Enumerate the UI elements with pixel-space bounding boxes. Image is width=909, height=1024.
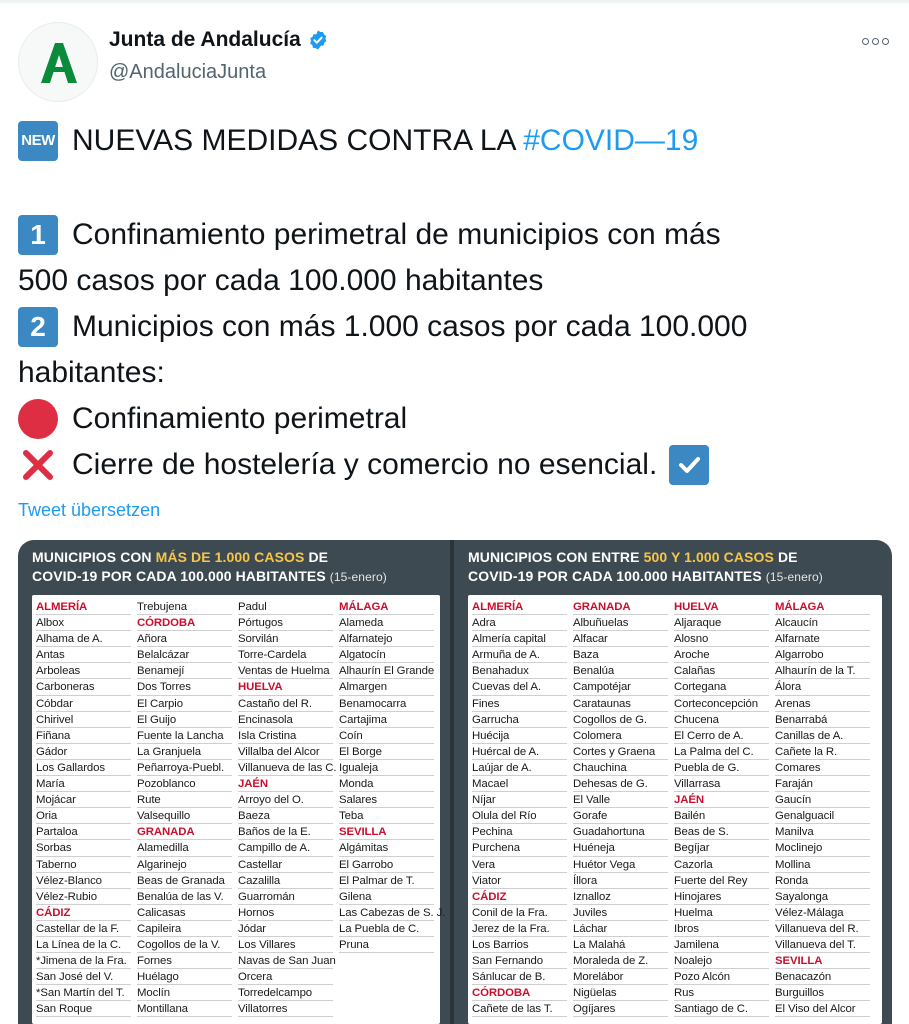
municipality-item: Noalejo	[674, 953, 769, 969]
municipality-item: Fornes	[137, 953, 232, 969]
municipality-item: Navas de San Juan	[238, 953, 333, 969]
municipality-item: Benamocarra	[339, 696, 434, 712]
province-header: HUELVA	[238, 679, 333, 695]
municipality-item: Rute	[137, 792, 232, 808]
new-emoji-icon: NEW	[18, 121, 58, 161]
tweet-measure-2: Municipios con más 1.000 casos por cada 100.000	[72, 310, 748, 343]
province-header: JAÉN	[674, 792, 769, 808]
tweet-headline: NUEVAS MEDIDAS CONTRA LA	[72, 124, 524, 157]
municipality-column	[36, 599, 137, 1024]
municipality-item: Huércal de A.	[472, 744, 567, 760]
municipality-item: Carboneras	[36, 679, 131, 695]
province-header: CÁDIZ	[36, 905, 131, 921]
municipality-item: Fuerte del Rey	[674, 873, 769, 889]
municipality-item: Castellar	[238, 857, 333, 873]
cross-mark-icon	[18, 445, 58, 485]
municipality-item: Pechina	[472, 824, 567, 840]
municipality-item: La Granjuela	[137, 744, 232, 760]
municipality-item: Alameda	[339, 615, 434, 631]
municipality-item: Antas	[36, 647, 131, 663]
panel-title-left: MUNICIPIOS CON MÁS DE 1.000 CASOS DE COVID-19 POR CADA 100.000 HABITANTES (15-enero)	[32, 549, 387, 584]
municipality-item: Guadahortuna	[573, 824, 668, 840]
municipality-item: Ogíjares	[573, 1001, 668, 1017]
municipality-item: Igualeja	[339, 760, 434, 776]
municipality-item: Valsequillo	[137, 808, 232, 824]
municipality-item: Ibros	[674, 921, 769, 937]
municipality-item: Benahadux	[472, 663, 567, 679]
municipality-item: Villalba del Alcor	[238, 744, 333, 760]
municipality-column	[137, 599, 238, 1024]
tweet-line-2	[18, 212, 898, 258]
municipality-item: Cogollos de G.	[573, 712, 668, 728]
check-box-icon	[669, 445, 709, 485]
municipality-item: Santiago de C.	[674, 1001, 769, 1017]
municipality-item: Bailén	[674, 808, 769, 824]
municipality-item: Villatorres	[238, 1001, 333, 1017]
municipality-item: Las Cabezas de S. J.	[339, 905, 434, 921]
tweet-text	[18, 118, 898, 488]
tweet-line-7	[18, 442, 898, 488]
municipality-item: Manilva	[775, 824, 870, 840]
municipality-item: Albuñuelas	[573, 615, 668, 631]
municipality-item: Campotéjar	[573, 679, 668, 695]
municipality-item: Beas de S.	[674, 824, 769, 840]
municipality-item: Gorafe	[573, 808, 668, 824]
municipality-item: Álora	[775, 679, 870, 695]
panel-title-right: MUNICIPIOS CON ENTRE 500 Y 1.000 CASOS DE COVID-19 POR CADA 100.000 HABITANTES (15-enero)	[468, 549, 823, 584]
municipality-item: Hinojares	[674, 889, 769, 905]
municipality-item: Monda	[339, 776, 434, 792]
municipality-item: Chauchina	[573, 760, 668, 776]
tweet-measure-confinement: Confinamiento perimetral	[72, 402, 408, 435]
municipality-item: Huéneja	[573, 840, 668, 856]
municipality-column	[674, 599, 775, 1024]
more-options-icon[interactable]	[862, 34, 892, 48]
keycap-one-icon: 1	[18, 215, 58, 255]
municipality-item: Huelma	[674, 905, 769, 921]
municipality-item: Aroche	[674, 647, 769, 663]
panel-500-to-1000	[454, 540, 892, 1024]
province-header: CÓRDOBA	[472, 985, 567, 1001]
province-header: HUELVA	[674, 599, 769, 615]
keycap-two-icon: 2	[18, 307, 58, 347]
municipality-item: Hornos	[238, 905, 333, 921]
municipality-item: Beas de Granada	[137, 873, 232, 889]
municipality-item: Benalúa de las V.	[137, 889, 232, 905]
municipality-item: Fuente la Lancha	[137, 728, 232, 744]
top-divider	[0, 0, 909, 3]
municipality-item: El Palmar de T.	[339, 873, 434, 889]
municipality-item: Villanueva del R.	[775, 921, 870, 937]
municipality-item: Cañete de las T.	[472, 1001, 567, 1017]
municipality-item: Morelábor	[573, 969, 668, 985]
municipality-item: Jamilena	[674, 937, 769, 953]
municipality-item: María	[36, 776, 131, 792]
municipality-item: Villanueva del T.	[775, 937, 870, 953]
municipality-item: Baeza	[238, 808, 333, 824]
municipality-item: Pozoblanco	[137, 776, 232, 792]
municipality-item: La Línea de la C.	[36, 937, 131, 953]
municipality-item: San Fernando	[472, 953, 567, 969]
municipality-item: Cogollos de la V.	[137, 937, 232, 953]
verified-badge-icon	[307, 29, 329, 51]
municipality-item: El Guijo	[137, 712, 232, 728]
municipality-item: Alfarnatejo	[339, 631, 434, 647]
municipality-item: Aljaraque	[674, 615, 769, 631]
municipality-item: Iznalloz	[573, 889, 668, 905]
municipality-item: El Borge	[339, 744, 434, 760]
province-header: SEVILLA	[339, 824, 434, 840]
municipality-item: Garrucha	[472, 712, 567, 728]
province-header: GRANADA	[573, 599, 668, 615]
municipality-item: Chirivel	[36, 712, 131, 728]
municipality-item: Benalúa	[573, 663, 668, 679]
municipality-item: Teba	[339, 808, 434, 824]
province-header: MÁLAGA	[775, 599, 870, 615]
municipality-item: Jódar	[238, 921, 333, 937]
municipality-item: Salares	[339, 792, 434, 808]
municipality-item: La Puebla de C.	[339, 921, 434, 937]
municipality-item: Padul	[238, 599, 333, 615]
municipality-item: El Cerro de A.	[674, 728, 769, 744]
municipality-item: Alhaurín El Grande	[339, 663, 434, 679]
province-header: MÁLAGA	[339, 599, 434, 615]
municipality-column	[472, 599, 573, 1024]
province-header: CÓRDOBA	[137, 615, 232, 631]
municipality-item: Alhaurín de la T.	[775, 663, 870, 679]
municipality-item: Oria	[36, 808, 131, 824]
municipality-item: Almargen	[339, 679, 434, 695]
municipality-item: San José del V.	[36, 969, 131, 985]
tweet-measure-closure: Cierre de hostelería y comercio no esencial.	[72, 448, 658, 481]
municipality-item: Cazorla	[674, 857, 769, 873]
municipality-item: Baza	[573, 647, 668, 663]
province-header: CÁDIZ	[472, 889, 567, 905]
municipality-item: Purchena	[472, 840, 567, 856]
municipality-item: Huécija	[472, 728, 567, 744]
municipality-item: Níjar	[472, 792, 567, 808]
municipality-item: Jerez de la Fra.	[472, 921, 567, 937]
municipality-item: Torre-Cardela	[238, 647, 333, 663]
municipality-item: Fines	[472, 696, 567, 712]
municipality-item: Vélez-Málaga	[775, 905, 870, 921]
municipality-item: Benamejí	[137, 663, 232, 679]
tweet-line-3: 500 casos por cada 100.000 habitantes	[18, 264, 544, 297]
province-header: ALMERÍA	[36, 599, 131, 615]
municipality-item: Castaño del R.	[238, 696, 333, 712]
account-name-row	[109, 28, 329, 52]
province-header: JAÉN	[238, 776, 333, 792]
tweet-line-1	[18, 118, 898, 164]
municipality-item: Arenas	[775, 696, 870, 712]
municipality-item: Armuña de A.	[472, 647, 567, 663]
municipality-item: Orcera	[238, 969, 333, 985]
municipality-item: Peñarroya-Puebl.	[137, 760, 232, 776]
municipality-item: Dehesas de G.	[573, 776, 668, 792]
municipality-item: *Jimena de la Fra.	[36, 953, 131, 969]
translate-tweet-link[interactable]: Tweet übersetzen	[18, 500, 161, 520]
municipality-item: Campillo de A.	[238, 840, 333, 856]
municipality-item: Huétor Vega	[573, 857, 668, 873]
municipality-item: Carataunas	[573, 696, 668, 712]
municipality-item: Coín	[339, 728, 434, 744]
municipality-item: Algarrobo	[775, 647, 870, 663]
account-name[interactable]: Junta de Andalucía	[109, 28, 301, 51]
municipality-item: Los Barrios	[472, 937, 567, 953]
municipality-item: Calañas	[674, 663, 769, 679]
municipality-item: Los Gallardos	[36, 760, 131, 776]
municipality-item: Vélez-Blanco	[36, 873, 131, 889]
municipality-item: Comares	[775, 760, 870, 776]
municipality-item: Sánlucar de B.	[472, 969, 567, 985]
municipality-item: Gilena	[339, 889, 434, 905]
municipality-item: Íllora	[573, 873, 668, 889]
municipality-item: Sorbas	[36, 840, 131, 856]
municipality-item: Puebla de G.	[674, 760, 769, 776]
municipality-item: Mojácar	[36, 792, 131, 808]
municipality-item: Vera	[472, 857, 567, 873]
municipality-item: Rus	[674, 985, 769, 1001]
municipality-item: Mollina	[775, 857, 870, 873]
municipality-item: Conil de la Fra.	[472, 905, 567, 921]
municipality-item: Adra	[472, 615, 567, 631]
municipality-item: La Palma del C.	[674, 744, 769, 760]
municipality-item: Castellar de la F.	[36, 921, 131, 937]
junta-logo-icon	[19, 23, 99, 103]
municipality-item: Algarinejo	[137, 857, 232, 873]
tweet-image[interactable]	[18, 540, 892, 1024]
municipality-item: Begíjar	[674, 840, 769, 856]
municipality-item: Cóbdar	[36, 696, 131, 712]
municipality-item: Isla Cristina	[238, 728, 333, 744]
municipality-item: Nigüelas	[573, 985, 668, 1001]
municipality-item: Alamedilla	[137, 840, 232, 856]
account-avatar[interactable]	[18, 22, 98, 102]
municipality-item: Fiñana	[36, 728, 131, 744]
municipality-item: Pruna	[339, 937, 434, 953]
municipality-item: Calicasas	[137, 905, 232, 921]
municipality-item: Belalcázar	[137, 647, 232, 663]
municipality-item: Arboleas	[36, 663, 131, 679]
municipality-item: Arroyo del O.	[238, 792, 333, 808]
account-handle[interactable]: @AndaluciaJunta	[109, 61, 267, 83]
municipality-item: Capileira	[137, 921, 232, 937]
municipality-item: Almería capital	[472, 631, 567, 647]
municipality-item: Albox	[36, 615, 131, 631]
municipality-item: Vélez-Rubio	[36, 889, 131, 905]
municipality-item: Pozo Alcón	[674, 969, 769, 985]
municipality-item: Canillas de A.	[775, 728, 870, 744]
tweet-line-6	[18, 396, 898, 442]
red-circle-icon	[18, 399, 58, 439]
municipality-item: Benacazón	[775, 969, 870, 985]
tweet-line-5: habitantes:	[18, 356, 165, 389]
municipality-list-right	[468, 595, 882, 1024]
municipality-column	[339, 599, 446, 1024]
municipality-item: Cañete la R.	[775, 744, 870, 760]
municipality-item: La Malahá	[573, 937, 668, 953]
municipality-item: Láchar	[573, 921, 668, 937]
municipality-item: Cazalilla	[238, 873, 333, 889]
municipality-item: Partaloa	[36, 824, 131, 840]
province-header: SEVILLA	[775, 953, 870, 969]
municipality-item: Pórtugos	[238, 615, 333, 631]
municipality-item: Chucena	[674, 712, 769, 728]
municipality-item: Juviles	[573, 905, 668, 921]
municipality-item: Sorvilán	[238, 631, 333, 647]
municipality-item: Alfarnate	[775, 631, 870, 647]
municipality-item: Villanueva de las C.	[238, 760, 333, 776]
municipality-item: Cortes y Graena	[573, 744, 668, 760]
municipality-item: Viator	[472, 873, 567, 889]
municipality-item: Guarromán	[238, 889, 333, 905]
municipality-item: Moclín	[137, 985, 232, 1001]
municipality-item: Moclinejo	[775, 840, 870, 856]
municipality-column	[238, 599, 339, 1024]
municipality-item: Gaucín	[775, 792, 870, 808]
municipality-item: Añora	[137, 631, 232, 647]
municipality-column	[573, 599, 674, 1024]
municipality-item: Colomera	[573, 728, 668, 744]
municipality-item: Alhama de A.	[36, 631, 131, 647]
municipality-item: El Carpio	[137, 696, 232, 712]
province-header: GRANADA	[137, 824, 232, 840]
municipality-item: Gádor	[36, 744, 131, 760]
municipality-item: Macael	[472, 776, 567, 792]
municipality-item: Algatocín	[339, 647, 434, 663]
municipality-item: Ronda	[775, 873, 870, 889]
municipality-item: Taberno	[36, 857, 131, 873]
municipality-column	[775, 599, 876, 1024]
municipality-item: Sayalonga	[775, 889, 870, 905]
tweet-measure-1: Confinamiento perimetral de municipios con más	[72, 218, 721, 251]
municipality-item: Cartajima	[339, 712, 434, 728]
municipality-item: Genalguacil	[775, 808, 870, 824]
municipality-item: Algámitas	[339, 840, 434, 856]
municipality-item: Cortegana	[674, 679, 769, 695]
municipality-item: Trebujena	[137, 599, 232, 615]
municipality-item: Torredelcampo	[238, 985, 333, 1001]
municipality-item: El Viso del Alcor	[775, 1001, 870, 1017]
municipality-item: Benarrabá	[775, 712, 870, 728]
municipality-item: El Valle	[573, 792, 668, 808]
municipality-item: Cuevas del A.	[472, 679, 567, 695]
panel-more-than-1000	[18, 540, 450, 1024]
municipality-item: Burguillos	[775, 985, 870, 1001]
municipality-item: Alosno	[674, 631, 769, 647]
municipality-list-left	[32, 595, 446, 1024]
municipality-item: Encinasola	[238, 712, 333, 728]
municipality-item: Los Villares	[238, 937, 333, 953]
covid-hashtag-link[interactable]: #COVID—19	[523, 124, 699, 157]
municipality-item: El Garrobo	[339, 857, 434, 873]
municipality-item: Montillana	[137, 1001, 232, 1017]
municipality-item: Villarrasa	[674, 776, 769, 792]
municipality-item: Huélago	[137, 969, 232, 985]
municipality-item: *San Martín del T.	[36, 985, 131, 1001]
municipality-item: Moraleda de Z.	[573, 953, 668, 969]
municipality-item: Corteconcepción	[674, 696, 769, 712]
municipality-item: Alfacar	[573, 631, 668, 647]
province-header: ALMERÍA	[472, 599, 567, 615]
municipality-item: San Roque	[36, 1001, 131, 1017]
municipality-item: Dos Torres	[137, 679, 232, 695]
municipality-item: Olula del Río	[472, 808, 567, 824]
tweet-line-4	[18, 304, 898, 350]
municipality-item: Alcaucín	[775, 615, 870, 631]
municipality-item: Faraján	[775, 776, 870, 792]
municipality-item: Baños de la E.	[238, 824, 333, 840]
municipality-item: Laújar de A.	[472, 760, 567, 776]
municipality-item: Ventas de Huelma	[238, 663, 333, 679]
